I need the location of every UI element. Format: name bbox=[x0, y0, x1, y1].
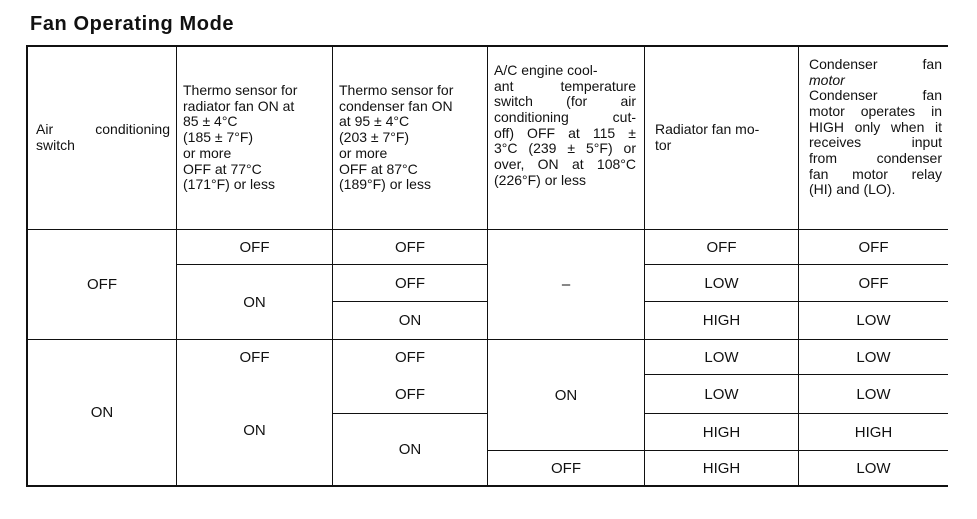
header-ac-switch: Air conditioning switch bbox=[36, 121, 170, 153]
condenser-motor-value: LOW bbox=[856, 459, 891, 477]
header-thermo-radiator: Thermo sensor for radiator fan ON at 85 ± 4°C (185 ± 7°F) or more OFF at 77°C (171°F) or less bbox=[183, 82, 298, 193]
radiator-sensor-value: OFF bbox=[239, 238, 270, 256]
condenser-sensor-value: ON bbox=[398, 312, 422, 329]
ac-switch-value: OFF bbox=[87, 276, 117, 293]
coolant-switch-value: OFF bbox=[551, 459, 581, 477]
condenser-motor-value: HIGH bbox=[854, 423, 893, 441]
condenser-sensor-value: OFF bbox=[395, 274, 425, 292]
condenser-motor-value: OFF bbox=[858, 238, 889, 256]
condenser-sensor-value: OFF bbox=[395, 238, 425, 256]
radiator-sensor-value: ON bbox=[243, 293, 266, 311]
coolant-switch-value: – bbox=[561, 276, 571, 293]
radiator-motor-value: LOW bbox=[704, 385, 739, 403]
condenser-motor-value: LOW bbox=[856, 312, 891, 329]
header-radiator-fan-motor: Radiator fan mo- tor bbox=[655, 121, 760, 153]
coolant-switch-value: ON bbox=[554, 386, 578, 404]
condenser-motor-value: OFF bbox=[858, 274, 889, 292]
radiator-motor-value: OFF bbox=[706, 238, 737, 256]
condenser-motor-value: LOW bbox=[856, 348, 891, 366]
fan-operating-mode-table bbox=[26, 45, 948, 487]
radiator-sensor-value: ON bbox=[243, 421, 266, 439]
header-thermo-condenser: Thermo sensor for condenser fan ON at 95 ± 4°C (203 ± 7°F) or more OFF at 87°C (189°F) or less bbox=[339, 82, 454, 193]
ac-switch-value: ON bbox=[90, 404, 114, 421]
radiator-motor-value: LOW bbox=[704, 348, 739, 366]
radiator-motor-value: HIGH bbox=[702, 423, 741, 441]
header-condenser-fan-motor: Condenser fan motor Condenser fan motor operates in HIGH only when it receives input from condenser fan motor relay (HI) and (LO). bbox=[809, 56, 942, 198]
page-title: Fan Operating Mode bbox=[30, 13, 235, 35]
header-ac-coolant-switch: A/C engine cool- ant temperature switch (for air conditioning cut- off) OFF at 115 ± 3°C (239 ± 5°F) or over, ON at 108°C (226°F) or less bbox=[494, 62, 636, 188]
condenser-sensor-value: OFF bbox=[395, 385, 425, 403]
radiator-motor-value: HIGH bbox=[702, 459, 741, 477]
radiator-motor-value: LOW bbox=[704, 274, 739, 292]
condenser-motor-value: LOW bbox=[856, 385, 891, 403]
radiator-sensor-value: OFF bbox=[239, 348, 270, 366]
condenser-sensor-value: OFF bbox=[395, 348, 425, 366]
condenser-sensor-value: ON bbox=[398, 441, 422, 458]
radiator-motor-value: HIGH bbox=[702, 312, 741, 329]
